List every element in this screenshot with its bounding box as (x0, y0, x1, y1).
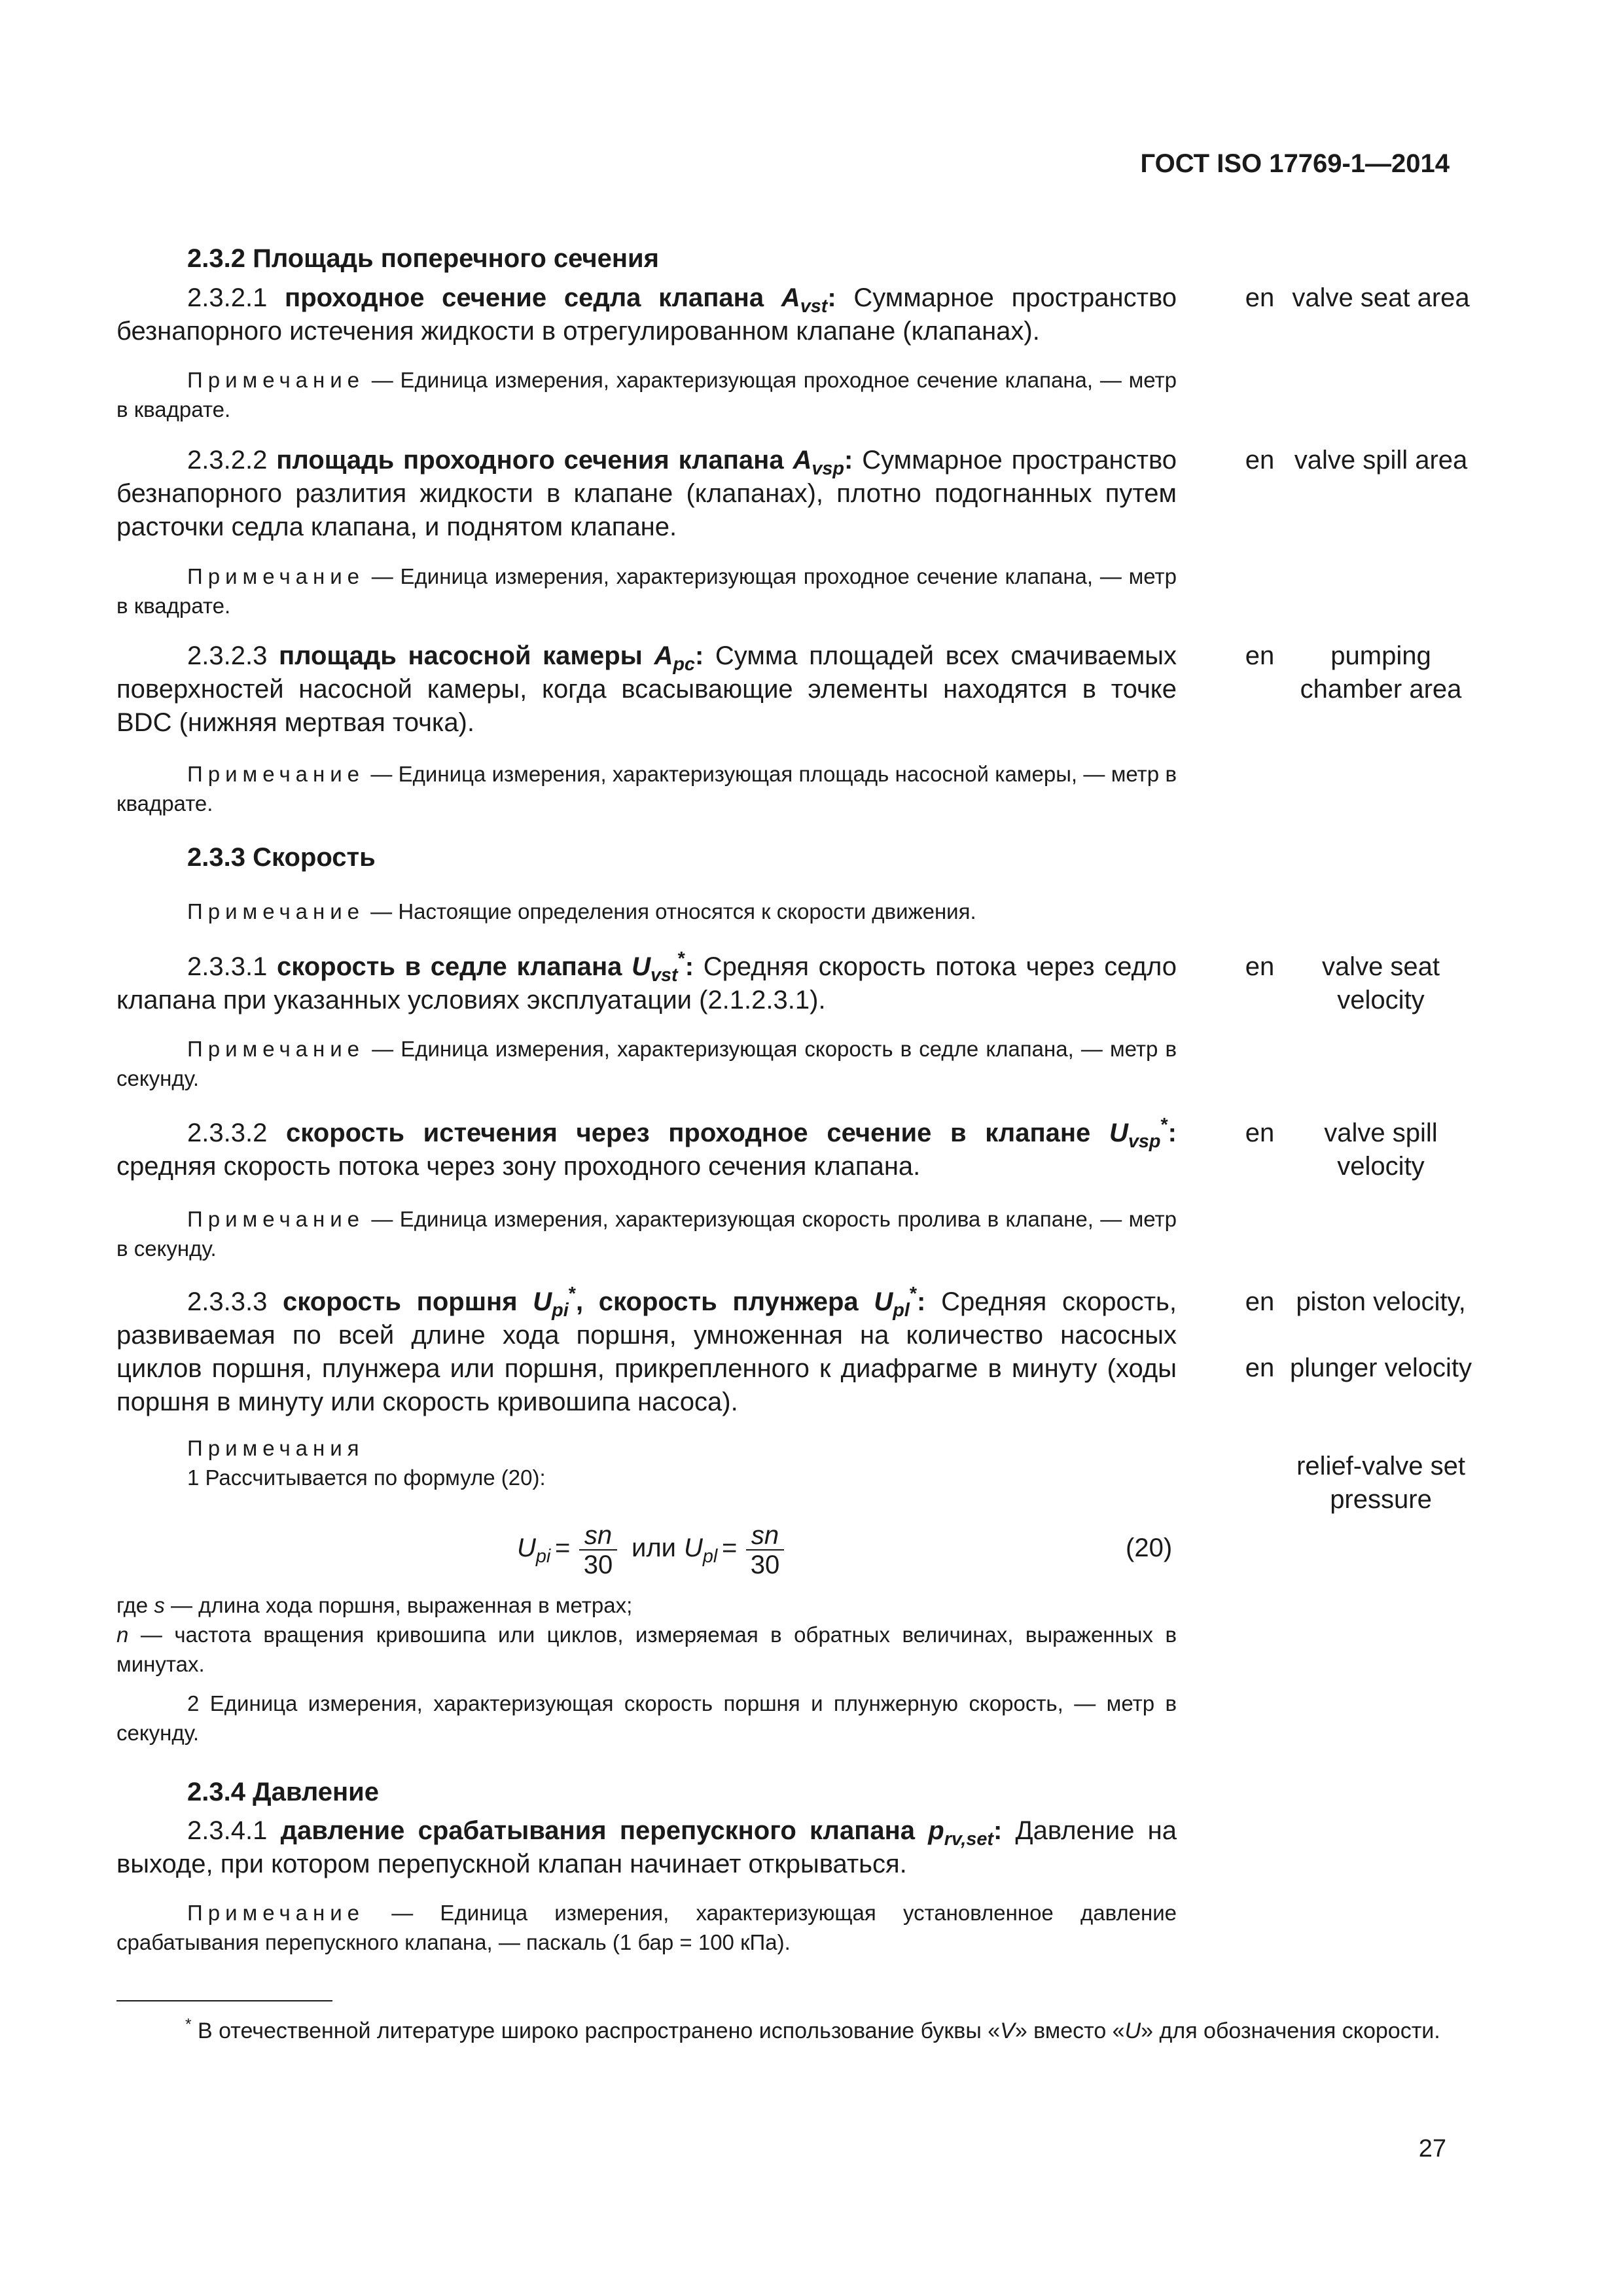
english-equivalent: pumping chamber area (1300, 641, 1462, 704)
entry-number: 2.3.3.2 (187, 1119, 287, 1147)
note-label: Примечание (187, 1207, 365, 1231)
note-text: — Единица измерения, характеризующая установленное давление срабатывания перепускного клапана, — паскаль (1 бар = 100 кПа). (116, 1901, 1177, 1954)
term-symbol-subscript: pc (673, 654, 695, 675)
term-symbol: U (1109, 1119, 1128, 1147)
english-equivalent-plunger: plunger velocity (1290, 1354, 1472, 1382)
where-prefix: где (116, 1593, 154, 1617)
note-2-3-3-1 (116, 1034, 1177, 1093)
equation-number: (20) (1126, 1534, 1173, 1562)
entry-number: 2.3.2.1 (187, 283, 285, 312)
footnote-separator (116, 2000, 332, 2001)
term-name-plunger: скорость плунжера (598, 1287, 874, 1316)
section-heading-2-3-2: 2.3.2 Площадь поперечного сечения (187, 244, 659, 273)
term-entry-2-3-2-3 (116, 639, 1177, 740)
note-text: — Единица измерения, характеризующая скорость пролива в клапане, — метр в секунду. (116, 1207, 1177, 1261)
term-name: скорость в седле клапана (276, 952, 632, 981)
term-symbol-subscript: rv,set (944, 1829, 993, 1850)
term-symbol: U (874, 1287, 893, 1316)
footnote-letter-v: V (1000, 2018, 1015, 2043)
where-n-text: — частота вращения кривошипа или циклов, измеряемая в обратных величинах, выраженных в минутах. (116, 1623, 1177, 1676)
language-code: en (1245, 1119, 1275, 1147)
term-colon: : (827, 283, 836, 312)
term-entry-2-3-3-2 (116, 1117, 1177, 1183)
var-s: s (154, 1593, 165, 1617)
footnote-marker: * (1160, 1115, 1168, 1136)
term-symbol-subscript: vsp (1128, 1131, 1161, 1153)
term-symbol: U (533, 1287, 552, 1316)
footnote-text: » для обозначения скорости. (1141, 2018, 1440, 2043)
formula-var: U (517, 1534, 536, 1562)
standard-designation: ГОСТ ISO 17769-1—2014 (1140, 149, 1450, 178)
footnote-text: » вместо « (1014, 2018, 1125, 2043)
term-symbol-subscript: vst (800, 296, 828, 317)
term-definition: Средняя скорость, развиваемая по всей длине хода поршня, умноженная на количество насосных циклов поршня, плунжера или поршня, прикрепленного к диафрагме в минуту (ходы поршня в минуту или скорость кривошипа насоса). (116, 1287, 1177, 1416)
term-entry-2-3-4-1 (116, 1814, 1177, 1881)
note-text: — Настоящие определения относятся к скорости движения. (365, 899, 976, 924)
formula-var: U (684, 1534, 703, 1562)
formula-equals: = (722, 1534, 738, 1562)
entry-number: 2.3.2.3 (187, 641, 279, 670)
term-definition: Суммарное пространство безнапорного истечения жидкости в отрегулированном клапане (клапанах). (116, 283, 1177, 346)
english-equivalent: valve spill velocity (1324, 1119, 1438, 1181)
note-2-3-3 (116, 897, 1177, 926)
where-s-text: — длина хода поршня, выраженная в метрах; (164, 1593, 633, 1617)
formula-fraction (746, 1522, 784, 1579)
note-2-3-2-3 (116, 759, 1177, 818)
note-2-3-2-2 (116, 562, 1177, 620)
language-code: en (1245, 1287, 1275, 1316)
fraction-numerator: sn (579, 1522, 617, 1551)
term-name: площадь насосной камеры (278, 641, 654, 670)
where-s (116, 1590, 1177, 1620)
english-equivalent: valve spill area (1294, 446, 1468, 475)
term-symbol-subscript: vsp (812, 458, 844, 480)
term-entry-2-3-2-2 (116, 444, 1177, 544)
note-label: Примечание (187, 368, 365, 392)
note-text: — Единица измерения, характеризующая скорость в седле клапана, — метр в секунду. (116, 1037, 1177, 1090)
note-1-formula-ref: 1 Рассчитывается по формуле (20): (187, 1465, 546, 1490)
term-colon: : (1168, 1119, 1177, 1147)
note-label: Примечание (187, 899, 365, 924)
var-n: n (116, 1623, 129, 1647)
note-label: Примечание (187, 762, 365, 786)
language-code: en (1245, 283, 1275, 312)
term-entry-2-3-3-1 (116, 950, 1177, 1017)
english-equivalent-relief-valve: relief-valve set pressure (1296, 1452, 1465, 1514)
english-equivalent: valve seat area (1292, 283, 1470, 312)
footnote (116, 2016, 1445, 2046)
notes-label (116, 1433, 1177, 1463)
formula-sub: pl (702, 1546, 718, 1568)
formula-lhs-plunger (684, 1534, 718, 1568)
term-entry-2-3-3-3 (116, 1285, 1177, 1419)
term-colon: : (993, 1816, 1003, 1845)
term-colon: : (685, 952, 694, 981)
note-text: — Единица измерения, характеризующая проходное сечение клапана, — метр в квадрате. (116, 368, 1177, 422)
language-code: en (1245, 446, 1275, 475)
footnote-letter-u: U (1124, 2018, 1141, 2043)
note-label: Примечание (187, 1037, 365, 1061)
note-label: Примечание (187, 1901, 365, 1925)
page-number: 27 (1418, 2135, 1446, 2162)
term-name: давление срабатывания перепускного клапана (280, 1816, 929, 1845)
footnote-mark: * (185, 2015, 192, 2034)
term-symbol: p (928, 1816, 944, 1845)
term-definition: Давление на выходе, при котором перепускной клапан начинает открываться. (116, 1816, 1177, 1878)
section-heading-2-3-3: 2.3.3 Скорость (187, 843, 376, 872)
notes-label-text: Примечания (187, 1436, 365, 1460)
language-code: en (1245, 1354, 1275, 1382)
fraction-numerator: sn (746, 1522, 784, 1551)
english-equivalent-piston: piston velocity, (1296, 1287, 1466, 1316)
formula-sub: pi (535, 1546, 551, 1568)
term-symbol: A (781, 283, 800, 312)
term-definition: Средняя скорость потока через седло клапана при указанных условиях эксплуатации (2.1.2.3.1). (116, 952, 1177, 1014)
formula-or: или (632, 1534, 677, 1562)
note-2-unit: 2 Единица измерения, характеризующая скорость поршня и плунжерную скорость, — метр в секунду. (116, 1691, 1177, 1745)
term-colon: : (844, 446, 853, 475)
footnote-marker: * (568, 1283, 576, 1305)
note-2-3-4-1 (116, 1898, 1177, 1957)
fraction-denominator: 30 (583, 1551, 613, 1579)
term-symbol-subscript: pl (893, 1300, 910, 1321)
footnote-marker: * (909, 1283, 918, 1305)
term-separator: , (575, 1287, 599, 1316)
footnote-text: В отечественной литературе широко распространено использование буквы « (191, 2018, 1001, 2043)
where-n (116, 1620, 1177, 1679)
formula-lhs-piston (517, 1534, 551, 1568)
term-colon: : (694, 641, 704, 670)
term-name: площадь проходного сечения клапана (276, 446, 793, 475)
fraction-denominator: 30 (750, 1551, 780, 1579)
term-name-piston: скорость поршня (283, 1287, 533, 1316)
entry-number: 2.3.4.1 (187, 1816, 281, 1845)
section-heading-2-3-4: 2.3.4 Давление (187, 1778, 380, 1806)
term-name: проходное сечение седла клапана (285, 283, 781, 312)
english-equivalent: valve seat velocity (1321, 952, 1440, 1014)
term-symbol: U (632, 952, 651, 981)
term-definition: Сумма площадей всех смачиваемых поверхностей насосной камеры, когда всасывающие элементы находятся в точке BDC (нижняя мертвая точка). (116, 641, 1177, 737)
term-entry-2-3-2-1 (116, 281, 1177, 348)
term-definition: средняя скорость потока через зону проходного сечения клапана. (116, 1152, 921, 1181)
note-2-3-3-2 (116, 1204, 1177, 1263)
term-symbol-subscript: vst (650, 965, 678, 986)
term-colon: : (917, 1287, 926, 1316)
formula-equals: = (555, 1534, 571, 1562)
footnote-marker: * (677, 948, 685, 970)
entry-number: 2.3.2.2 (187, 446, 277, 475)
term-name: скорость истечения через проходное сечение в клапане (286, 1119, 1109, 1147)
note-label: Примечание (187, 564, 365, 588)
language-code: en (1245, 952, 1275, 981)
language-code: en (1245, 641, 1275, 670)
term-definition: Суммарное пространство безнапорного разлития жидкости в клапане (клапанах), плотно подогнанных путем расточки седла клапана, и поднятом клапане. (116, 446, 1177, 541)
note-text: — Единица измерения, характеризующая проходное сечение клапана, — метр в квадрате. (116, 564, 1177, 618)
note-text: — Единица измерения, характеризующая площадь насосной камеры, — метр в квадрате. (116, 762, 1177, 816)
term-symbol-subscript: pi (552, 1300, 569, 1321)
entry-number: 2.3.3.3 (187, 1287, 283, 1316)
note-2-3-2-1 (116, 365, 1177, 424)
term-symbol: A (654, 641, 673, 670)
entry-number: 2.3.3.1 (187, 952, 277, 981)
term-symbol: A (793, 446, 812, 475)
formula-fraction (579, 1522, 617, 1579)
